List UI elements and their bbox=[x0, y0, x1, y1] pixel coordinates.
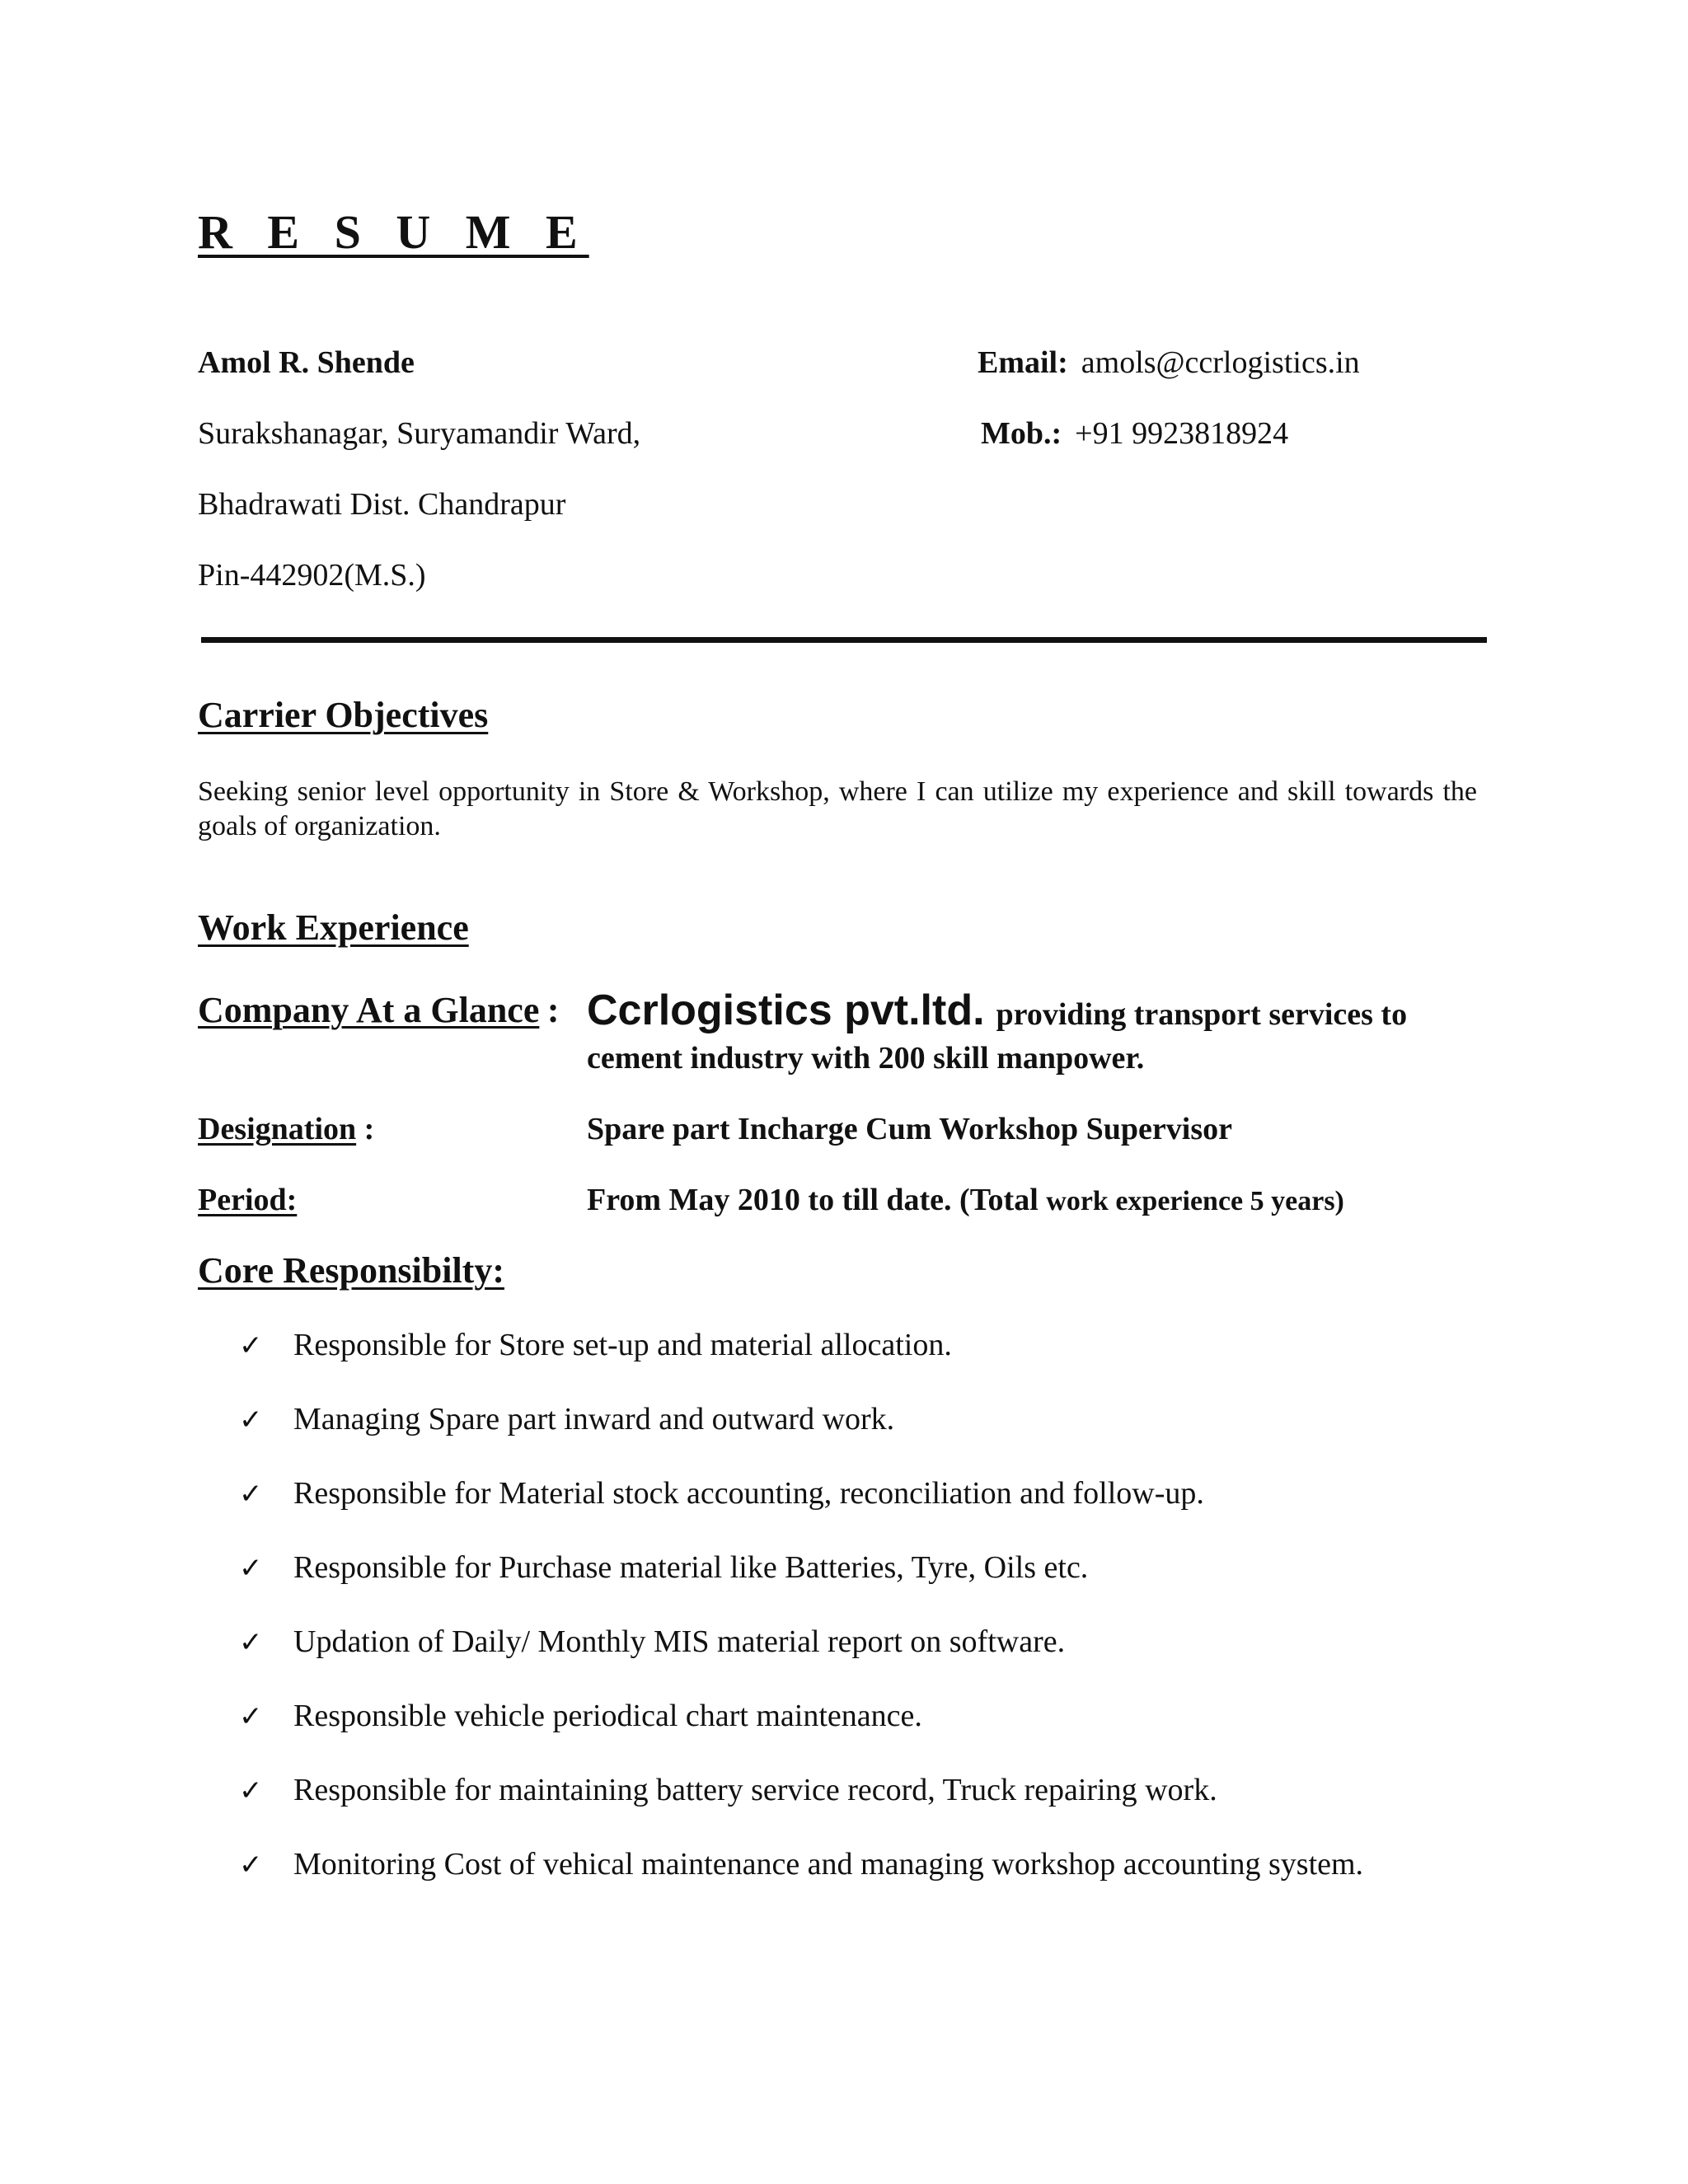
check-icon: ✓ bbox=[239, 1774, 263, 1807]
company-colon: : bbox=[546, 990, 560, 1030]
designation-label-row bbox=[198, 1111, 374, 1147]
work-experience-heading: Work Experience bbox=[198, 907, 469, 948]
check-icon: ✓ bbox=[239, 1478, 263, 1511]
address-line-3: Pin-442902(M.S.) bbox=[198, 558, 426, 593]
responsibility-item bbox=[239, 1401, 1363, 1475]
responsibility-item bbox=[239, 1475, 1363, 1549]
responsibility-text: Responsible for Material stock accounting, reconciliation and follow-up. bbox=[293, 1476, 1204, 1511]
check-icon: ✓ bbox=[239, 1329, 263, 1362]
period-label: Period: bbox=[198, 1183, 298, 1217]
check-icon: ✓ bbox=[239, 1626, 263, 1659]
responsibility-item bbox=[239, 1846, 1363, 1920]
address-line-2: Bhadrawati Dist. Chandrapur bbox=[198, 487, 566, 522]
check-icon: ✓ bbox=[239, 1700, 263, 1733]
company-label-row bbox=[198, 989, 560, 1031]
responsibility-item bbox=[239, 1327, 1363, 1401]
email-address: amols@ccrlogistics.in bbox=[1081, 345, 1360, 380]
objective-text: Seeking senior level opportunity in Store & Workshop, where I can utilize my experience and skill towards the goals of organization. bbox=[198, 776, 1477, 841]
responsibility-item bbox=[239, 1549, 1363, 1624]
responsibility-item bbox=[239, 1624, 1363, 1698]
responsibility-text: Responsible for Store set-up and material allocation. bbox=[293, 1328, 952, 1362]
period-value bbox=[587, 1182, 1344, 1218]
responsibility-text: Responsible vehicle periodical chart maintenance. bbox=[293, 1699, 922, 1733]
check-icon: ✓ bbox=[239, 1552, 263, 1585]
company-description-2: cement industry with 200 skill manpower. bbox=[587, 1041, 1145, 1076]
responsibility-text: Monitoring Cost of vehical maintenance and managing workshop accounting system. bbox=[293, 1847, 1364, 1882]
email-label: Email: bbox=[978, 345, 1068, 380]
mobile-label: Mob.: bbox=[981, 416, 1062, 451]
section-divider bbox=[201, 637, 1487, 643]
objective-heading: Carrier Objectives bbox=[198, 695, 489, 735]
candidate-name: Amol R. Shende bbox=[198, 345, 415, 380]
company-description-1: providing transport services to bbox=[996, 997, 1408, 1032]
mobile-number: +91 9923818924 bbox=[1075, 416, 1289, 451]
responsibility-item bbox=[239, 1772, 1363, 1846]
address-line-1: Surakshanagar, Suryamandir Ward, bbox=[198, 416, 641, 451]
responsibility-text: Updation of Daily/ Monthly MIS material report on software. bbox=[293, 1624, 1066, 1659]
responsibility-text: Managing Spare part inward and outward work. bbox=[293, 1402, 895, 1436]
check-icon: ✓ bbox=[239, 1404, 263, 1436]
email-row bbox=[978, 344, 1360, 381]
core-responsibility-heading: Core Responsibilty: bbox=[198, 1250, 504, 1291]
period-main: From May 2010 to till date. (Total bbox=[587, 1183, 1039, 1217]
check-icon: ✓ bbox=[239, 1849, 263, 1882]
mobile-row bbox=[981, 415, 1288, 452]
resume-title: R E S U M E bbox=[198, 205, 589, 259]
company-label: Company At a Glance bbox=[198, 990, 540, 1030]
responsibility-text: Responsible for maintaining battery service record, Truck repairing work. bbox=[293, 1773, 1217, 1807]
period-label-row bbox=[198, 1182, 297, 1218]
designation-colon: : bbox=[363, 1112, 375, 1146]
designation-label: Designation bbox=[198, 1112, 357, 1146]
company-name: Ccrlogistics pvt.ltd. bbox=[587, 987, 985, 1034]
responsibility-item bbox=[239, 1698, 1363, 1772]
responsibility-text: Responsible for Purchase material like Batteries, Tyre, Oils etc. bbox=[293, 1550, 1089, 1585]
designation-value: Spare part Incharge Cum Workshop Supervisor bbox=[587, 1112, 1232, 1146]
responsibility-list bbox=[239, 1327, 1363, 1920]
period-detail: work experience 5 years) bbox=[1046, 1186, 1344, 1216]
company-line-1 bbox=[587, 986, 1407, 1035]
